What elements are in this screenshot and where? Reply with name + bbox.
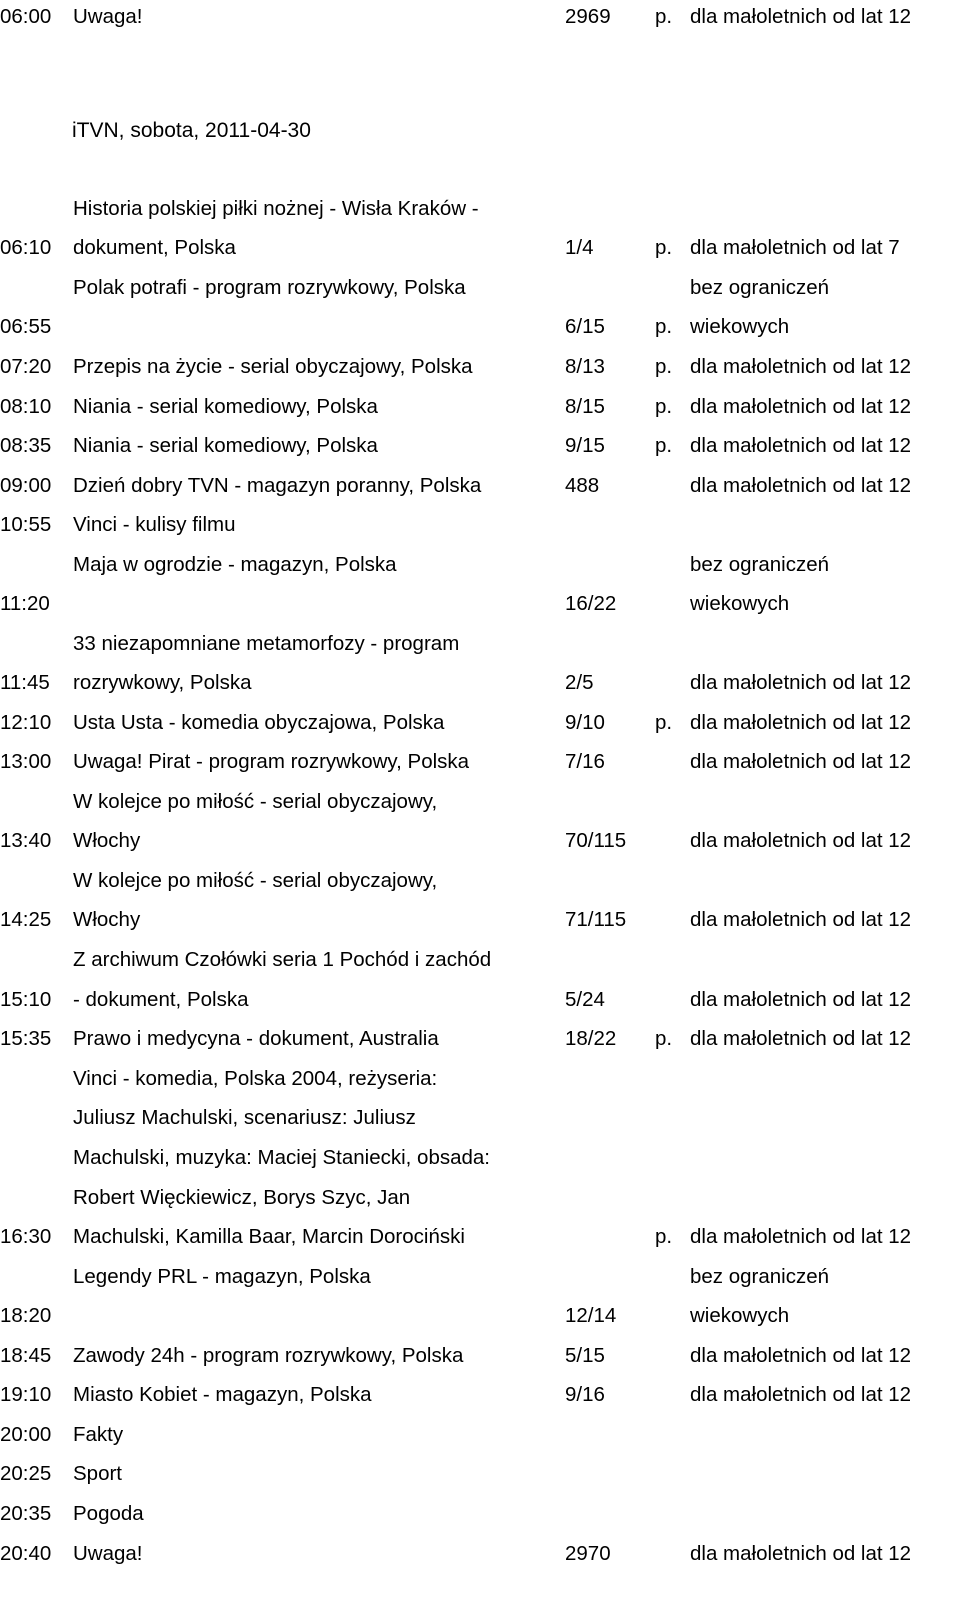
row-rating: wiekowych xyxy=(690,315,790,338)
schedule-row xyxy=(0,1225,960,1265)
row-rating: dla małoletnich od lat 12 xyxy=(690,1542,912,1565)
episode-number: 7/16 xyxy=(565,750,605,773)
episode-number: 8/13 xyxy=(565,355,605,378)
row-time: 06:55 xyxy=(0,315,52,338)
schedule-row xyxy=(0,829,960,869)
row-time: 15:10 xyxy=(0,988,52,1011)
row-rating: dla małoletnich od lat 12 xyxy=(690,474,912,497)
row-rating: dla małoletnich od lat 12 xyxy=(690,1027,912,1050)
row-title: Włochy xyxy=(73,908,141,931)
episode-number: 2/5 xyxy=(565,671,594,694)
premiere-marker: p. xyxy=(655,434,673,457)
row-time: 20:40 xyxy=(0,1542,52,1565)
row-title: 33 niezapomniane metamorfozy - program xyxy=(73,632,460,655)
row-title: Juliusz Machulski, scenariusz: Juliusz xyxy=(73,1106,416,1129)
episode-number: 5/15 xyxy=(565,1344,605,1367)
row-title: Włochy xyxy=(73,829,141,852)
row-title: Uwaga! Pirat - program rozrywkowy, Polska xyxy=(73,750,470,773)
schedule-row xyxy=(0,592,960,632)
episode-number: 2969 xyxy=(565,5,611,28)
episode-number: 2970 xyxy=(565,1542,611,1565)
row-title: - dokument, Polska xyxy=(73,988,249,1011)
premiere-marker: p. xyxy=(655,236,673,259)
row-title: Prawo i medycyna - dokument, Australia xyxy=(73,1027,439,1050)
schedule-row xyxy=(0,5,960,45)
channel-date-heading: iTVN, sobota, 2011-04-30 xyxy=(72,119,311,142)
row-time: 06:00 xyxy=(0,5,52,28)
row-title: Dzień dobry TVN - magazyn poranny, Polska xyxy=(73,474,482,497)
episode-number: 16/22 xyxy=(565,592,617,615)
schedule-row xyxy=(0,395,960,435)
row-rating: dla małoletnich od lat 12 xyxy=(690,1225,912,1248)
row-rating: dla małoletnich od lat 12 xyxy=(690,711,912,734)
schedule-row xyxy=(0,1304,960,1344)
row-rating: dla małoletnich od lat 12 xyxy=(690,434,912,457)
row-rating: dla małoletnich od lat 12 xyxy=(690,750,912,773)
schedule-row xyxy=(0,434,960,474)
episode-number: 18/22 xyxy=(565,1027,617,1050)
row-time: 06:10 xyxy=(0,236,52,259)
row-title: Przepis na życie - serial obyczajowy, Polska xyxy=(73,355,473,378)
row-time: 16:30 xyxy=(0,1225,52,1248)
episode-number: 9/16 xyxy=(565,1383,605,1406)
row-time: 20:00 xyxy=(0,1423,52,1446)
row-rating: wiekowych xyxy=(690,1304,790,1327)
row-title: dokument, Polska xyxy=(73,236,236,259)
row-time: 08:35 xyxy=(0,434,52,457)
row-rating: bez ograniczeń xyxy=(690,276,830,299)
row-time: 18:45 xyxy=(0,1344,52,1367)
premiere-marker: p. xyxy=(655,355,673,378)
schedule-row xyxy=(0,1462,960,1502)
premiere-marker: p. xyxy=(655,711,673,734)
row-time: 08:10 xyxy=(0,395,52,418)
row-time: 13:40 xyxy=(0,829,52,852)
row-title: Z archiwum Czołówki seria 1 Pochód i zachód xyxy=(73,948,492,971)
schedule-row xyxy=(0,276,960,316)
schedule-row xyxy=(0,1502,960,1542)
row-rating: dla małoletnich od lat 12 xyxy=(690,908,912,931)
row-time: 19:10 xyxy=(0,1383,52,1406)
schedule-row xyxy=(0,315,960,355)
row-rating: dla małoletnich od lat 12 xyxy=(690,671,912,694)
row-rating: dla małoletnich od lat 12 xyxy=(690,1383,912,1406)
premiere-marker: p. xyxy=(655,5,673,28)
row-title: Miasto Kobiet - magazyn, Polska xyxy=(73,1383,372,1406)
schedule-row xyxy=(0,988,960,1028)
row-rating: dla małoletnich od lat 12 xyxy=(690,5,912,28)
schedule-row xyxy=(0,1265,960,1305)
row-rating: dla małoletnich od lat 12 xyxy=(690,988,912,1011)
episode-number: 8/15 xyxy=(565,395,605,418)
row-title: Maja w ogrodzie - magazyn, Polska xyxy=(73,553,397,576)
schedule-row xyxy=(0,1067,960,1107)
row-title: Fakty xyxy=(73,1423,124,1446)
row-rating: dla małoletnich od lat 7 xyxy=(690,236,900,259)
episode-number: 9/10 xyxy=(565,711,605,734)
row-title: Sport xyxy=(73,1462,122,1485)
episode-number: 1/4 xyxy=(565,236,594,259)
schedule-row xyxy=(0,869,960,909)
schedule-row xyxy=(0,750,960,790)
schedule-row xyxy=(0,236,960,276)
schedule-row xyxy=(0,1344,960,1384)
schedule-row xyxy=(0,948,960,988)
row-title: Legendy PRL - magazyn, Polska xyxy=(73,1265,371,1288)
schedule-row xyxy=(0,1027,960,1067)
row-rating: dla małoletnich od lat 12 xyxy=(690,355,912,378)
schedule-row xyxy=(0,671,960,711)
row-time: 20:25 xyxy=(0,1462,52,1485)
episode-number: 9/15 xyxy=(565,434,605,457)
episode-number: 70/115 xyxy=(565,829,627,852)
row-title: Uwaga! xyxy=(73,1542,143,1565)
schedule-row xyxy=(0,1542,960,1582)
schedule-row xyxy=(0,632,960,672)
schedule-row xyxy=(0,1106,960,1146)
row-title: Pogoda xyxy=(73,1502,144,1525)
row-rating: dla małoletnich od lat 12 xyxy=(690,395,912,418)
row-title: Machulski, muzyka: Maciej Staniecki, obsada: xyxy=(73,1146,491,1169)
premiere-marker: p. xyxy=(655,395,673,418)
premiere-marker: p. xyxy=(655,1027,673,1050)
row-title: Usta Usta - komedia obyczajowa, Polska xyxy=(73,711,445,734)
row-rating: bez ograniczeń xyxy=(690,553,830,576)
schedule-row xyxy=(0,908,960,948)
row-time: 11:20 xyxy=(0,592,50,615)
schedule-row xyxy=(0,1186,960,1226)
row-title: Vinci - komedia, Polska 2004, reżyseria: xyxy=(73,1067,438,1090)
row-rating: dla małoletnich od lat 12 xyxy=(690,1344,912,1367)
row-title: Niania - serial komediowy, Polska xyxy=(73,395,378,418)
row-rating: dla małoletnich od lat 12 xyxy=(690,829,912,852)
row-time: 15:35 xyxy=(0,1027,52,1050)
row-title: Historia polskiej piłki nożnej - Wisła Kraków - xyxy=(73,197,479,220)
episode-number: 6/15 xyxy=(565,315,605,338)
schedule-row xyxy=(0,355,960,395)
row-time: 13:00 xyxy=(0,750,52,773)
row-time: 09:00 xyxy=(0,474,52,497)
row-title: Robert Więckiewicz, Borys Szyc, Jan xyxy=(73,1186,411,1209)
row-title: Vinci - kulisy filmu xyxy=(73,513,236,536)
schedule-row xyxy=(0,197,960,237)
schedule-row xyxy=(0,553,960,593)
row-time: 10:55 xyxy=(0,513,52,536)
schedule-row xyxy=(0,513,960,553)
row-title: Zawody 24h - program rozrywkowy, Polska xyxy=(73,1344,464,1367)
row-title: Niania - serial komediowy, Polska xyxy=(73,434,378,457)
row-title: Polak potrafi - program rozrywkowy, Polska xyxy=(73,276,466,299)
row-title: Machulski, Kamilla Baar, Marcin Dorociński xyxy=(73,1225,465,1248)
premiere-marker: p. xyxy=(655,315,673,338)
row-time: 18:20 xyxy=(0,1304,52,1327)
row-title: Uwaga! xyxy=(73,5,143,28)
schedule-row xyxy=(0,790,960,830)
episode-number: 488 xyxy=(565,474,600,497)
row-title: rozrywkowy, Polska xyxy=(73,671,252,694)
schedule-row xyxy=(0,1423,960,1463)
episode-number: 71/115 xyxy=(565,908,627,931)
schedule-row xyxy=(0,711,960,751)
schedule-row xyxy=(0,1383,960,1423)
row-time: 20:35 xyxy=(0,1502,52,1525)
row-title: W kolejce po miłość - serial obyczajowy, xyxy=(73,869,438,892)
episode-number: 12/14 xyxy=(565,1304,617,1327)
episode-number: 5/24 xyxy=(565,988,605,1011)
row-rating: wiekowych xyxy=(690,592,790,615)
row-time: 14:25 xyxy=(0,908,52,931)
row-time: 12:10 xyxy=(0,711,52,734)
row-rating: bez ograniczeń xyxy=(690,1265,830,1288)
premiere-marker: p. xyxy=(655,1225,673,1248)
schedule-row xyxy=(0,474,960,514)
row-time: 07:20 xyxy=(0,355,52,378)
schedule-row xyxy=(0,1146,960,1186)
row-title: W kolejce po miłość - serial obyczajowy, xyxy=(73,790,438,813)
row-time: 11:45 xyxy=(0,671,50,694)
